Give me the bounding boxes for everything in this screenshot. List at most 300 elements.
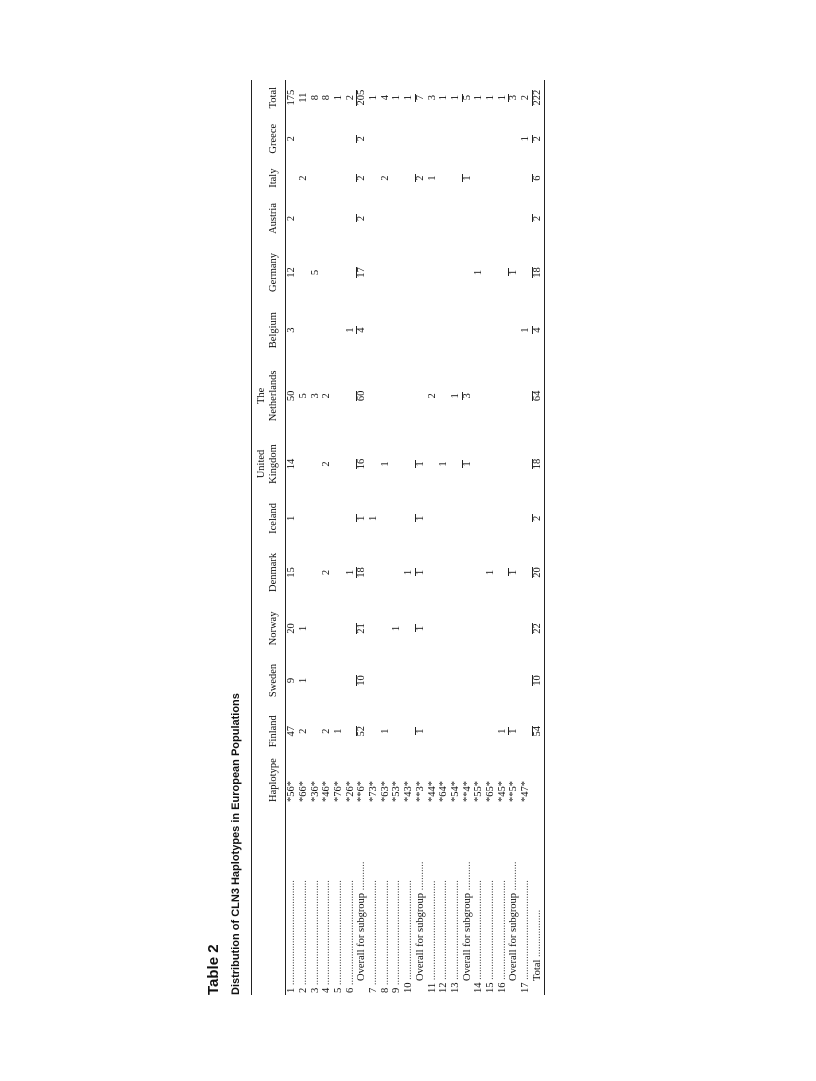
count-cell <box>345 162 357 194</box>
count-cell: 2 <box>321 461 333 467</box>
subtotal-value: 7 <box>414 95 426 101</box>
count-cell: 1 <box>368 515 380 522</box>
subtotal-value: 2 <box>531 215 543 222</box>
row-label <box>450 804 462 995</box>
row-label-text: Total <box>531 956 543 981</box>
count-cell <box>310 602 322 654</box>
count-cell <box>403 115 415 162</box>
count-cell <box>508 115 520 162</box>
count-cell <box>298 302 310 358</box>
row-label <box>333 804 345 995</box>
haplotype-cell: *56* <box>286 781 298 802</box>
leader-dots: ........................................ <box>344 880 356 986</box>
count-cell <box>462 434 474 494</box>
count-cell <box>415 115 427 162</box>
count-cell <box>391 706 403 756</box>
count-cell <box>532 655 544 707</box>
count-cell <box>391 302 403 358</box>
table-row <box>321 80 333 995</box>
leader-dots: ........................................ <box>379 880 391 986</box>
count-cell <box>508 243 520 303</box>
count-cell <box>391 194 403 242</box>
subtotal-value: 3 <box>461 393 473 399</box>
subtotal-value: 2 <box>356 136 368 142</box>
count-cell <box>368 602 380 654</box>
count-cell <box>462 602 474 654</box>
count-cell <box>485 358 497 434</box>
count-cell <box>438 358 450 434</box>
count-cell <box>520 655 532 707</box>
count-cell <box>532 358 544 434</box>
row-label <box>438 804 450 995</box>
count-cell <box>380 602 392 654</box>
count-cell <box>450 115 462 162</box>
count-cell: 1 <box>297 677 309 684</box>
subtotal-value: 20 <box>531 567 543 578</box>
count-cell <box>345 115 357 162</box>
count-cell <box>356 302 368 358</box>
count-cell <box>380 494 392 542</box>
haplotype-cell: *54* <box>449 781 461 802</box>
count-cell <box>508 602 520 654</box>
count-cell <box>473 494 485 542</box>
count-cell: 4 <box>379 95 391 101</box>
count-cell <box>333 194 345 242</box>
subtotal-value: 1 <box>461 461 473 467</box>
count-cell <box>380 194 392 242</box>
count-cell <box>427 655 439 707</box>
count-cell <box>380 115 392 162</box>
count-cell <box>497 358 509 434</box>
count-cell <box>485 243 497 303</box>
count-cell <box>427 434 439 494</box>
count-cell <box>520 602 532 654</box>
haplotype-cell: *45* <box>496 781 508 802</box>
subtotal-value: 2 <box>414 175 426 181</box>
count-cell: 1 <box>438 461 450 467</box>
subtotal-value: 52 <box>356 726 368 737</box>
count-cell <box>333 162 345 194</box>
row-label <box>391 804 403 995</box>
count-cell <box>438 302 450 358</box>
leader-dots: ........... <box>414 861 426 891</box>
count-cell: 47 <box>286 726 298 737</box>
haplotype-cell: *76* <box>332 781 344 802</box>
count-cell <box>508 543 520 603</box>
count-cell <box>485 302 497 358</box>
count-cell <box>356 162 368 194</box>
count-cell <box>368 358 380 434</box>
row-label <box>532 804 544 995</box>
count-cell <box>497 162 509 194</box>
haplotype-cell: *44* <box>426 781 438 802</box>
count-cell: 1 <box>332 95 344 101</box>
count-cell: 14 <box>286 458 298 470</box>
count-cell <box>368 655 380 707</box>
count-cell <box>438 162 450 194</box>
count-cell <box>462 194 474 242</box>
table-row <box>356 80 368 995</box>
haplotype-cell: *36* <box>309 781 321 802</box>
count-cell <box>321 494 333 542</box>
count-cell: 1 <box>297 625 309 632</box>
count-cell <box>473 706 485 756</box>
count-cell <box>403 162 415 194</box>
subtotal-value: 17 <box>356 267 368 278</box>
count-cell <box>438 115 450 162</box>
haplotype-cell: *43* <box>403 781 415 802</box>
leader-dots: ...................................... <box>449 880 461 980</box>
subtotal-value: 1 <box>414 625 426 632</box>
column-header: Greece <box>268 123 280 154</box>
count-cell <box>473 655 485 707</box>
leader-dots: ...................................... <box>473 880 485 980</box>
count-cell <box>356 434 368 494</box>
count-cell <box>403 358 415 434</box>
count-cell <box>368 302 380 358</box>
row-label <box>368 804 380 995</box>
count-cell <box>356 543 368 603</box>
subtotal-value: 18 <box>531 458 543 470</box>
count-cell: 1 <box>449 95 461 101</box>
haplotype-cell: *55* <box>473 781 485 802</box>
count-cell: 2 <box>379 175 391 181</box>
row-label-text: 15 <box>485 979 497 993</box>
count-cell: 1 <box>496 728 508 734</box>
haplotype-cell: *46* <box>321 781 333 802</box>
count-cell <box>427 706 439 756</box>
row-label <box>310 804 322 995</box>
count-cell <box>532 162 544 194</box>
count-cell <box>450 706 462 756</box>
haplotype-cell: **6* <box>356 781 368 802</box>
column-header: Belgium <box>268 312 280 349</box>
count-cell <box>520 494 532 542</box>
count-cell <box>333 494 345 542</box>
count-cell <box>532 243 544 303</box>
count-cell <box>415 434 427 494</box>
count-cell <box>450 494 462 542</box>
count-cell <box>368 115 380 162</box>
count-cell <box>415 162 427 194</box>
table-caption: Distribution of CLN3 Haplotypes in European Populations <box>230 693 242 995</box>
count-cell <box>485 115 497 162</box>
leader-dots: ...................................... <box>403 880 415 980</box>
count-cell: 1 <box>449 393 461 399</box>
table-row <box>450 80 462 995</box>
table-header <box>252 80 286 995</box>
column-header: Iceland <box>268 502 280 534</box>
table-row <box>333 80 345 995</box>
subtotal-value: 64 <box>531 390 543 402</box>
haplotype-cell: *47* <box>520 781 532 802</box>
count-cell <box>508 655 520 707</box>
subtotal-value: 1 <box>414 728 426 734</box>
count-cell <box>403 243 415 303</box>
count-cell <box>532 194 544 242</box>
count-cell <box>508 302 520 358</box>
column-header: Italy <box>268 168 280 188</box>
count-cell <box>473 358 485 434</box>
haplotype-cell: *66* <box>297 781 309 802</box>
count-cell <box>520 358 532 434</box>
count-cell <box>473 543 485 603</box>
count-cell: 2 <box>321 569 333 576</box>
rotated-page <box>205 80 610 995</box>
subtotal-value: 2 <box>356 175 368 181</box>
row-label <box>321 804 333 995</box>
haplotype-cell: *63* <box>379 781 391 802</box>
count-cell <box>310 115 322 162</box>
count-cell: 9 <box>286 677 298 684</box>
count-cell <box>473 194 485 242</box>
count-cell <box>427 302 439 358</box>
count-cell <box>321 115 333 162</box>
count-cell <box>438 243 450 303</box>
count-cell: 20 <box>286 623 298 634</box>
count-cell: 3 <box>286 327 298 333</box>
count-cell <box>415 655 427 707</box>
count-cell <box>532 115 544 162</box>
haplotype-cell: **5* <box>508 781 520 802</box>
count-cell <box>497 543 509 603</box>
count-cell: 5 <box>309 269 321 276</box>
count-cell: 11 <box>297 92 309 103</box>
count-cell <box>520 243 532 303</box>
count-cell <box>356 243 368 303</box>
count-cell: 3 <box>426 95 438 101</box>
subtotal-value: 10 <box>356 675 368 686</box>
count-cell <box>497 494 509 542</box>
table-row <box>391 80 403 995</box>
count-cell <box>333 243 345 303</box>
count-cell: 1 <box>332 728 344 734</box>
count-cell <box>508 434 520 494</box>
row-label-text: 14 <box>473 979 485 993</box>
count-cell <box>462 706 474 756</box>
subtotal-value: 16 <box>356 458 368 470</box>
count-cell <box>310 543 322 603</box>
count-cell <box>345 434 357 494</box>
count-cell: 1 <box>344 327 356 333</box>
count-cell <box>462 115 474 162</box>
count-cell <box>356 494 368 542</box>
count-cell <box>356 602 368 654</box>
count-cell <box>345 243 357 303</box>
row-label <box>298 804 310 995</box>
count-cell <box>415 706 427 756</box>
count-cell <box>310 434 322 494</box>
row-label-text: 12 <box>438 979 450 993</box>
count-cell: 2 <box>297 728 309 734</box>
subtotal-value: 60 <box>356 390 368 402</box>
row-label-text: 7 <box>368 985 380 993</box>
count-cell: 1 <box>485 95 497 101</box>
count-cell: 1 <box>426 175 438 181</box>
count-cell <box>462 494 474 542</box>
count-cell <box>380 302 392 358</box>
table-row <box>532 80 544 995</box>
count-cell <box>356 80 368 115</box>
table-row <box>508 80 520 995</box>
row-label-text: 2 <box>297 985 309 993</box>
count-cell <box>450 543 462 603</box>
count-cell <box>345 494 357 542</box>
count-cell <box>520 194 532 242</box>
count-cell: 3 <box>309 393 321 399</box>
count-cell <box>391 655 403 707</box>
count-cell <box>345 706 357 756</box>
subtotal-value: 1 <box>508 269 520 276</box>
column-header: United Kingdom <box>256 444 280 484</box>
count-cell: 1 <box>344 569 356 576</box>
count-cell <box>520 706 532 756</box>
count-cell <box>508 706 520 756</box>
row-label-text: 10 <box>403 979 415 993</box>
row-label <box>485 804 497 995</box>
count-cell <box>286 162 298 194</box>
count-cell <box>403 706 415 756</box>
column-header: The Netherlands <box>256 370 280 422</box>
count-cell <box>532 543 544 603</box>
subtotal-value: 1 <box>414 515 426 522</box>
count-cell <box>532 602 544 654</box>
subtotal-value: 2 <box>356 215 368 222</box>
count-cell: 5 <box>297 393 309 399</box>
count-cell <box>298 494 310 542</box>
count-cell: 15 <box>286 567 298 578</box>
table-row <box>520 80 532 995</box>
data-table <box>251 80 545 995</box>
count-cell <box>380 243 392 303</box>
row-label <box>380 804 392 995</box>
count-cell <box>356 706 368 756</box>
count-cell: 1 <box>520 327 532 333</box>
table-label: Table 2 <box>205 944 222 995</box>
subtotal-value: 6 <box>531 175 543 181</box>
count-cell <box>508 358 520 434</box>
count-cell <box>427 494 439 542</box>
count-cell <box>427 194 439 242</box>
count-cell <box>508 494 520 542</box>
count-cell: 1 <box>438 95 450 101</box>
count-cell <box>427 115 439 162</box>
count-cell <box>391 543 403 603</box>
count-cell <box>333 543 345 603</box>
row-label-text: 16 <box>496 979 508 993</box>
count-cell <box>485 602 497 654</box>
count-cell <box>321 602 333 654</box>
subtotal-value: 18 <box>531 267 543 278</box>
count-cell: 2 <box>426 393 438 399</box>
leader-dots: ...................................... <box>496 880 508 980</box>
count-cell <box>368 434 380 494</box>
count-cell <box>438 655 450 707</box>
count-cell <box>356 194 368 242</box>
haplotype-cell: **3* <box>414 781 426 802</box>
table-row <box>473 80 485 995</box>
row-label <box>473 804 485 995</box>
leader-dots: ........... <box>356 861 368 891</box>
table-row <box>485 80 497 995</box>
table-row <box>462 80 474 995</box>
count-cell: 1 <box>379 461 391 467</box>
subtotal-value: 1 <box>508 728 520 734</box>
row-label-text: 13 <box>449 979 461 993</box>
count-cell <box>508 80 520 115</box>
count-cell <box>310 194 322 242</box>
count-cell: 1 <box>368 95 380 101</box>
column-header: Total <box>268 86 280 109</box>
table-body <box>286 80 544 995</box>
count-cell <box>450 434 462 494</box>
haplotype-cell <box>532 756 544 804</box>
row-label-text: Overall for subgroup <box>508 890 520 981</box>
count-cell: 8 <box>309 95 321 101</box>
count-cell <box>415 358 427 434</box>
count-cell <box>333 115 345 162</box>
count-cell <box>415 194 427 242</box>
count-cell <box>391 115 403 162</box>
count-cell <box>415 80 427 115</box>
count-cell <box>356 358 368 434</box>
count-cell <box>391 494 403 542</box>
count-cell <box>356 115 368 162</box>
count-cell <box>462 543 474 603</box>
count-cell <box>497 194 509 242</box>
count-cell <box>356 655 368 707</box>
leader-dots: ........................................ <box>368 880 380 986</box>
count-cell <box>298 434 310 494</box>
column-header: Finland <box>268 715 280 748</box>
count-cell <box>333 655 345 707</box>
count-cell <box>473 115 485 162</box>
count-cell <box>462 162 474 194</box>
count-cell <box>415 602 427 654</box>
count-cell <box>473 434 485 494</box>
count-cell <box>497 602 509 654</box>
count-cell <box>310 494 322 542</box>
row-label-text: 6 <box>344 985 356 993</box>
count-cell <box>298 243 310 303</box>
count-cell: 1 <box>403 569 415 576</box>
leader-dots: ........................................ <box>332 880 344 986</box>
subtotal-value: 3 <box>508 95 520 101</box>
count-cell <box>298 543 310 603</box>
subtotal-value: 1 <box>461 175 473 181</box>
count-cell: 2 <box>520 95 532 101</box>
leader-dots: ...................................... <box>438 880 450 980</box>
count-cell <box>298 115 310 162</box>
count-cell <box>532 706 544 756</box>
row-label <box>356 804 368 995</box>
table-row <box>345 80 357 995</box>
count-cell <box>403 302 415 358</box>
count-cell <box>321 655 333 707</box>
count-cell: 1 <box>391 625 403 632</box>
count-cell <box>403 655 415 707</box>
count-cell <box>485 706 497 756</box>
count-cell <box>438 543 450 603</box>
count-cell: 1 <box>473 269 485 276</box>
leader-dots: ........................................ <box>309 880 321 986</box>
subtotal-value: 2 <box>531 515 543 522</box>
count-cell <box>333 434 345 494</box>
column-header: Sweden <box>268 663 280 698</box>
count-cell <box>391 162 403 194</box>
count-cell <box>380 543 392 603</box>
row-label <box>520 804 532 995</box>
